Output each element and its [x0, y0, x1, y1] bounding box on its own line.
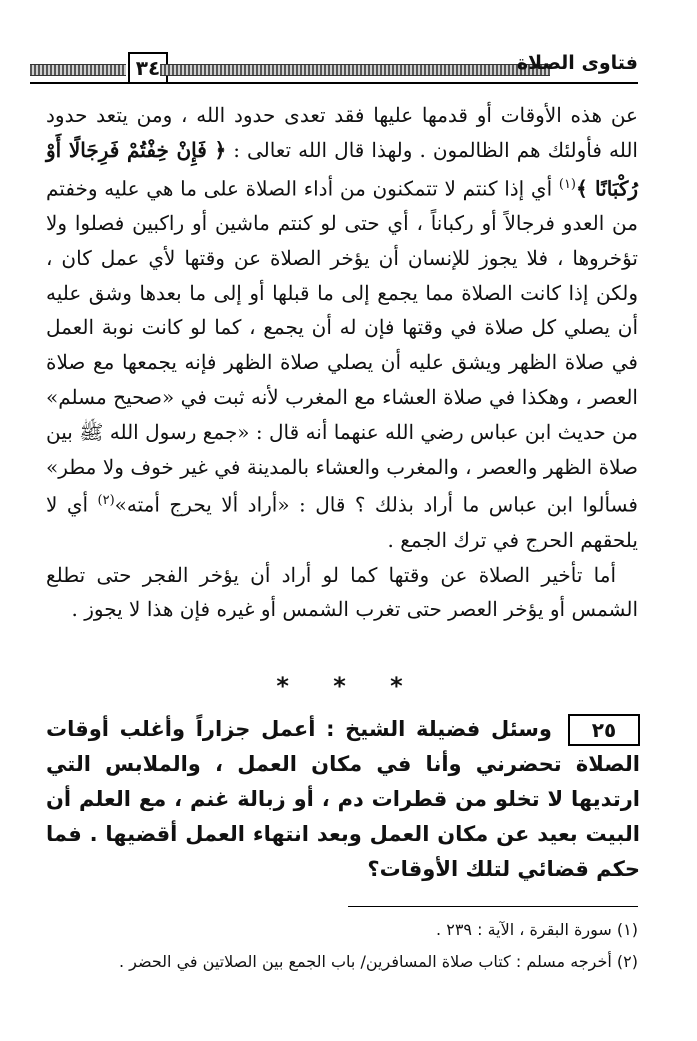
footnote-ref-1: (١)	[558, 176, 576, 192]
footnote-rule	[348, 906, 638, 907]
footnote-1: (١) سورة البقرة ، الآية : ٢٣٩ .	[436, 920, 638, 939]
header-rule	[30, 82, 638, 84]
paragraph-1-continued: أي إذا كنتم لا تتمكنون من أداء الصلاة على ما هي عليه وخفتم من العدو فرجالاً أو ركباناً ، أي حتى لو كنتم ماشين أو راكبين فصلوا ولا تؤخروها ، فلا يجوز للإنسان أن يؤخر الصلاة عن وقتها لأي عمل كان ، ولكن إذا كانت الصلاة مما يجمع إلى ما قبلها أو إلى ما بعدها وشق عليه أن يصلي كل صلاة في وقتها فإن له أن يجمع ، كما لو كانت نوبة العمل في صلاة الظهر ويشق عليه أن يصلي صلاة الظهر فإنه يجمعها مع صلاة العصر ، وهكذا في صلاة العشاء مع المغرب لأنه ثبت في «صحيح مسلم» من حديث ابن عباس رضي الله عنهما أنه قال : «جمع رسول الله ﷺ بين صلاة الظهر والعصر ، والمغرب والعشاء بالمدينة في غير خوف ولا مطر» فسألوا ابن عباس ما أراد بذلك ؟ قال : «أراد ألا يحرج أمته»	[46, 176, 638, 518]
paragraph-1	[46, 98, 638, 558]
section-separator: * * *	[276, 672, 421, 700]
paragraph-1-text: عن هذه الأوقات أو قدمها عليها فقد تعدى حدود الله ، ومن يتعد حدود الله فأولئك هم الظالمون . ولهذا قال الله تعالى :	[46, 103, 638, 162]
question-text: وسئل فضيلة الشيخ : أعمل جزاراً وأغلب أوقات الصلاة تحضرني وأنا في مكان العمل ، والملابس التي ارتديها لا تخلو من قطرات دم ، أو زبالة غنم ، مع العلم أن البيت بعيد عن مكان العمل وبعد انتهاء العمل أقضيها . فما حكم قضائي لتلك الأوقات؟	[46, 717, 640, 881]
quran-verse: ﴿ فَإِنْ خِفْتُمْ فَرِجَالًا أَوْ رُكْبَانًا ﴾	[46, 137, 639, 201]
fatwa-question	[46, 712, 640, 887]
footnotes	[46, 914, 638, 978]
main-text	[46, 98, 638, 627]
footnote-2: (٢) أخرجه مسلم : كتاب صلاة المسافرين/ باب الجمع بين الصلاتين في الحضر .	[118, 952, 638, 971]
page-number: ٣٤	[128, 52, 168, 84]
paragraph-1-end: أي لا يلحقهم الحرج في ترك الجمع .	[46, 493, 638, 552]
footnote-ref-2: (٢)	[97, 493, 115, 509]
page-header	[30, 50, 638, 84]
header-stripe	[160, 64, 550, 76]
paragraph-2: أما تأخير الصلاة عن وقتها كما لو أراد أن يؤخر الفجر حتى تطلع الشمس أو يؤخر العصر حتى تغرب الشمس أو غيره فإن هذا لا يجوز .	[46, 562, 638, 622]
header-stripe-left	[30, 64, 126, 76]
question-number: ٢٥	[568, 714, 640, 746]
book-title: فتاوى الصلاة	[516, 52, 638, 74]
